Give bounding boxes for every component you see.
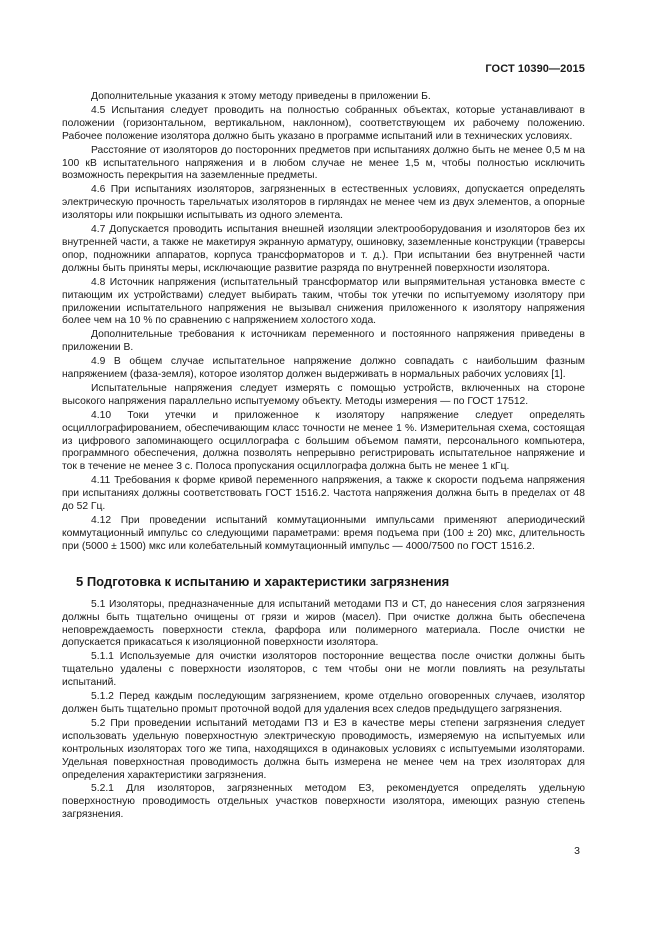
- document-header: ГОСТ 10390—2015: [485, 63, 585, 75]
- paragraph: 4.7 Допускается проводить испытания внешней изоляции электрооборудования и изоляторов без их внутренней части, а также не макетируя экранную арматуру, ошиновку, заземленные конструкции (траверсы опор, подножники аппаратов, корпуса трансформаторов и т. д.). При испытании без внутренней части должны быть приняты меры, исключающие развитие разряда по внутренней поверхности изолятора.: [62, 224, 585, 274]
- paragraph: 4.12 При проведении испытаний коммутационными импульсами применяют апериодический коммутационный импульс со следующими параметрами: время подъема при (100 ± 20) мкс, длительность при (5000 ± 1500) мкс или колебательный коммутационный импульс — 4000/7500 по ГОСТ 1516.2.: [62, 515, 585, 552]
- paragraph: Расстояние от изоляторов до посторонних предметов при испытаниях должно быть не менее 0,5 м на 100 кВ испытательного напряжения и в любом случае не менее 1,5 м, чтобы полностью исключить возможность перекрытия на заземленные предметы.: [62, 144, 585, 182]
- paragraph: 4.5 Испытания следует проводить на полностью собранных объектах, которые устанавливают в положении (горизонтальном, вертикальном, наклонном), соответствующем их рабочему положению. Рабочее положение изолятора должно быть указано в программе испытаний или в технических условиях.: [62, 104, 585, 142]
- paragraph: 5.1.2 Перед каждым последующим загрязнением, кроме отдельно оговоренных случаев, изолятор должен быть тщательно промыт проточной водой для удаления всех следов предыдущего загрязнения.: [62, 691, 585, 715]
- paragraph: 5.1.1 Используемые для очистки изоляторов посторонние вещества после очистки должны быть тщательно удалены с поверхности изоляторов, с тем чтобы они не могли повлиять на результаты испытаний.: [62, 651, 585, 689]
- paragraph: 4.9 В общем случае испытательное напряжение должно совпадать с наибольшим фазным напряжением (фаза-земля), которое изолятор должен выдерживать в нормальных рабочих условиях [1].: [62, 356, 585, 381]
- paragraph: Дополнительные указания к этому методу приведены в приложении Б.: [91, 91, 431, 102]
- paragraph: 4.8 Источник напряжения (испытательный трансформатор или выпрямительная установка вместе с питающим их устройствами) следует выбирать таким, чтобы ток утечки по испытуемому изолятору при приложении испытательного напряжения не вызывал снижения приложенного к изолятору напряжения более чем на 10 % по сравнению с напряжением холостого хода.: [62, 276, 585, 327]
- paragraph: 4.10 Токи утечки и приложенное к изолятору напряжение следует определять осциллографированием, обеспечивающим класс точности не менее 1 %. Измерительная схема, состоящая из цифрового запоминающего осциллографа с большим объемом памяти, персонального компьютера, программного обеспечения, должна позволять непрерывно регистрировать испытательное напряжение и ток в течение не менее 3 с. Полоса пропускания осциллографа должна быть не менее 1 кГц.: [62, 409, 585, 473]
- paragraph: 4.11 Требования к форме кривой переменного напряжения, а также к скорости подъема напряжения при испытаниях должны соответствовать ГОСТ 1516.2. Частота напряжения должна быть в пределах от 48 до 52 Гц.: [62, 475, 585, 513]
- paragraph: 4.6 При испытаниях изоляторов, загрязненных в естественных условиях, допускается определять электрическую прочность тарельчатых изоляторов в гирляндах не менее чем из двух элементов, а опорные изоляторы или покрышки испытывать из одного элемента.: [62, 184, 585, 222]
- paragraph: 5.2.1 Для изоляторов, загрязненных методом ЕЗ, рекомендуется определять удельную поверхностную проводимость отдельных участков поверхности изолятора, имеющих разную степень загрязнения.: [62, 783, 585, 821]
- paragraph: Испытательные напряжения следует измерять с помощью устройств, включенных на стороне высокого напряжения параллельно испытуемому объекту. Методы измерения — по ГОСТ 17512.: [62, 382, 585, 407]
- paragraph: 5.2 При проведении испытаний методами ПЗ и ЕЗ в качестве меры степени загрязнения следует использовать удельную поверхностную электрическую проводимость, измеряемую на испытуемых или контрольных изоляторах того же типа, находящихся в одинаковых условиях с испытуемыми изоляторами. Удельная поверхностная проводимость должна быть измерена не менее чем на трех изоляторах для определения характеристики загрязнения.: [62, 717, 585, 781]
- paragraph: Дополнительные требования к источникам переменного и постоянного напряжения приведены в приложении В.: [62, 329, 585, 354]
- section-heading: 5 Подготовка к испытанию и характеристики загрязнения: [76, 573, 450, 589]
- page-number: 3: [574, 845, 580, 857]
- document-body: [62, 91, 585, 822]
- paragraph: 5.1 Изоляторы, предназначенные для испытаний методами ПЗ и СТ, до нанесения слоя загрязнения должны быть тщательно очищены от грязи и жиров (масел). При очистке должна быть обеспечена неповреждаемость поверхности стекла, фарфора или полимерного материала. После очистки не допускается прикасаться к изоляционной поверхности изолятора.: [62, 598, 585, 649]
